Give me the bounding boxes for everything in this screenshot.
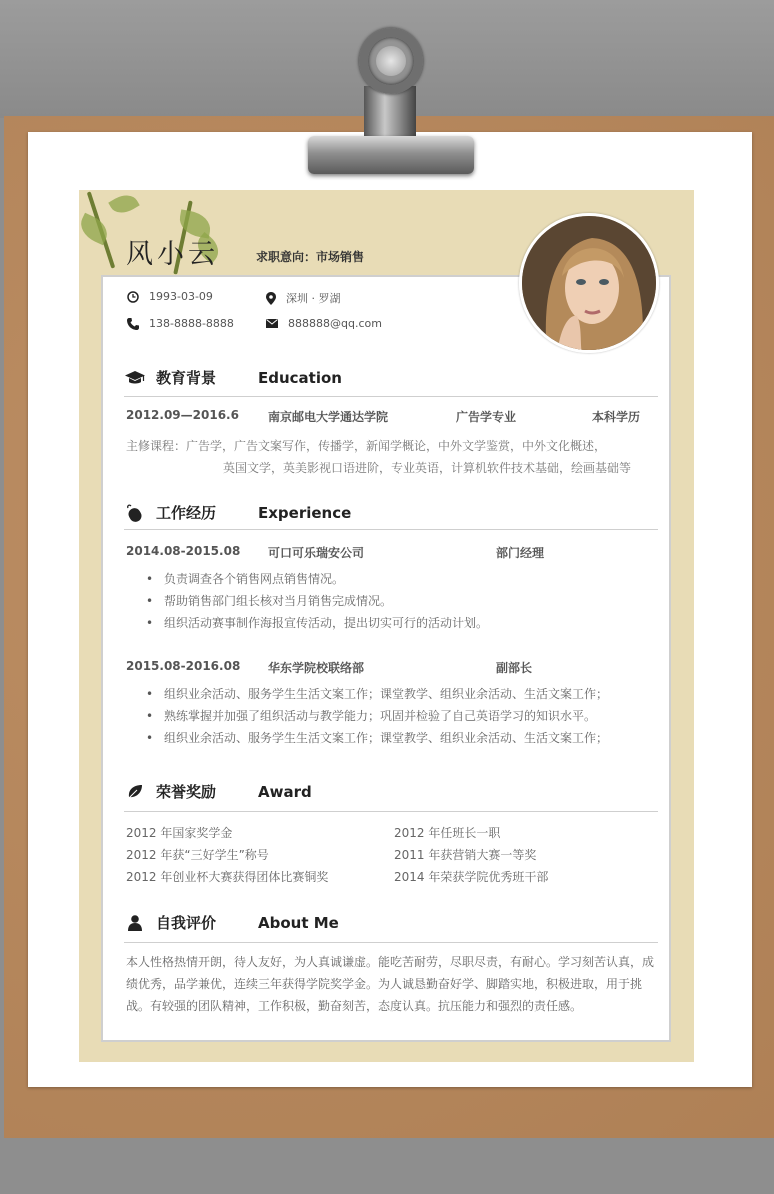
- profile-photo: [519, 213, 659, 353]
- job-company: 可口可乐瑞安公司: [268, 546, 365, 560]
- envelope-icon: [266, 319, 278, 328]
- section-divider: [124, 396, 658, 397]
- duty-item: • 组织活动赛事制作海报宣传活动，提出切实可行的活动计划。: [146, 612, 488, 634]
- portrait-illustration: [522, 216, 659, 353]
- job-duties: [146, 568, 488, 634]
- job-role: 部门经理: [496, 546, 545, 560]
- section-title-cn: 工作经历: [156, 504, 217, 522]
- section-divider: [124, 529, 658, 530]
- award-item: 2012 年获“三好学生”称号: [126, 848, 269, 862]
- section-title-en: About Me: [258, 913, 339, 932]
- education-courses-line1: 主修课程：广告学，广告文案写作，传播学，新闻学概论，中外文学鉴赏，中外文化概述，: [126, 439, 607, 453]
- location-row: [266, 290, 341, 306]
- graduation-cap-icon: [124, 369, 146, 387]
- education-degree: 本科学历: [592, 410, 641, 424]
- email-row: [266, 317, 382, 330]
- section-header-education: [124, 367, 342, 388]
- job-intent: 求职意向：市场销售: [256, 250, 365, 264]
- education-period: 2012.09—2016.6: [126, 408, 239, 422]
- duty-item: • 组织业余活动、服务学生生活文案工作；课堂教学、组织业余活动、生活文案工作；: [146, 727, 608, 749]
- phone-row: [127, 317, 234, 330]
- award-item: 2014 年荣获学院优秀班干部: [394, 870, 549, 884]
- education-major: 广告学专业: [456, 410, 517, 424]
- award-item: 2012 年任班长一职: [394, 826, 501, 840]
- about-text: 本人性格热情开朗，待人友好，为人真诚谦虚。能吃苦耐劳，尽职尽责，有耐心。学习刻苦认真，成绩优秀，品学兼优，连续三年获得学院奖学金。为人诚恳勤奋好学、脚踏实地，积极进取，用于挑战。有较强的团队精神，工作积极，勤奋刻苦，态度认真。抗压能力和强烈的责任感。: [126, 955, 655, 1013]
- duty-item: • 负责调查各个销售网点销售情况。: [146, 568, 488, 590]
- job-role: 副部长: [496, 661, 533, 675]
- leaf-icon: [124, 783, 146, 801]
- email-value: 888888@qq.com: [288, 317, 382, 330]
- job-duties: [146, 683, 608, 749]
- section-title-cn: 荣誉奖励: [156, 783, 217, 801]
- job-period: 2015.08-2016.08: [126, 659, 241, 673]
- clock-icon: [127, 291, 139, 303]
- award-item: 2012 年国家奖学金: [126, 826, 233, 840]
- clip-base: [308, 136, 474, 174]
- section-header-about: [124, 912, 339, 933]
- section-divider: [124, 942, 658, 943]
- leaf-decoration: [108, 190, 140, 218]
- leaf-decoration: [79, 213, 112, 246]
- section-title-cn: 教育背景: [156, 369, 217, 387]
- duty-item: • 熟练掌握并加强了组织活动与教学能力；巩固并检验了自己英语学习的知识水平。: [146, 705, 608, 727]
- phone-icon: [127, 318, 139, 330]
- section-header-awards: [124, 781, 312, 802]
- person-icon: [124, 914, 146, 932]
- duty-item: • 组织业余活动、服务学生生活文案工作；课堂教学、组织业余活动、生活文案工作；: [146, 683, 608, 705]
- candidate-name: 风小云: [126, 239, 219, 270]
- section-title-en: Experience: [258, 503, 352, 522]
- mouse-icon: [124, 504, 146, 522]
- birthday-row: [127, 290, 213, 303]
- education-school: 南京邮电大学通达学院: [268, 410, 389, 424]
- section-header-experience: [124, 502, 351, 523]
- birthday-value: 1993-03-09: [149, 290, 213, 303]
- award-item: 2011 年获营销大赛一等奖: [394, 848, 537, 862]
- job-company: 华东学院校联络部: [268, 661, 365, 675]
- map-pin-icon: [266, 292, 276, 305]
- section-title-en: Education: [258, 368, 342, 387]
- section-divider: [124, 811, 658, 812]
- location-value: 深圳 · 罗湖: [286, 292, 341, 305]
- section-title-en: Award: [258, 782, 312, 801]
- clip-hole: [376, 46, 406, 76]
- award-item: 2012 年创业杯大赛获得团体比赛铜奖: [126, 870, 329, 884]
- duty-item: • 帮助销售部门组长核对当月销售完成情况。: [146, 590, 488, 612]
- education-courses-line2: 英国文学，英美影视口语进阶，专业英语，计算机软件技术基础，绘画基础等: [223, 461, 632, 475]
- phone-value: 138-8888-8888: [149, 317, 234, 330]
- job-period: 2014.08-2015.08: [126, 544, 241, 558]
- section-title-cn: 自我评价: [156, 914, 217, 932]
